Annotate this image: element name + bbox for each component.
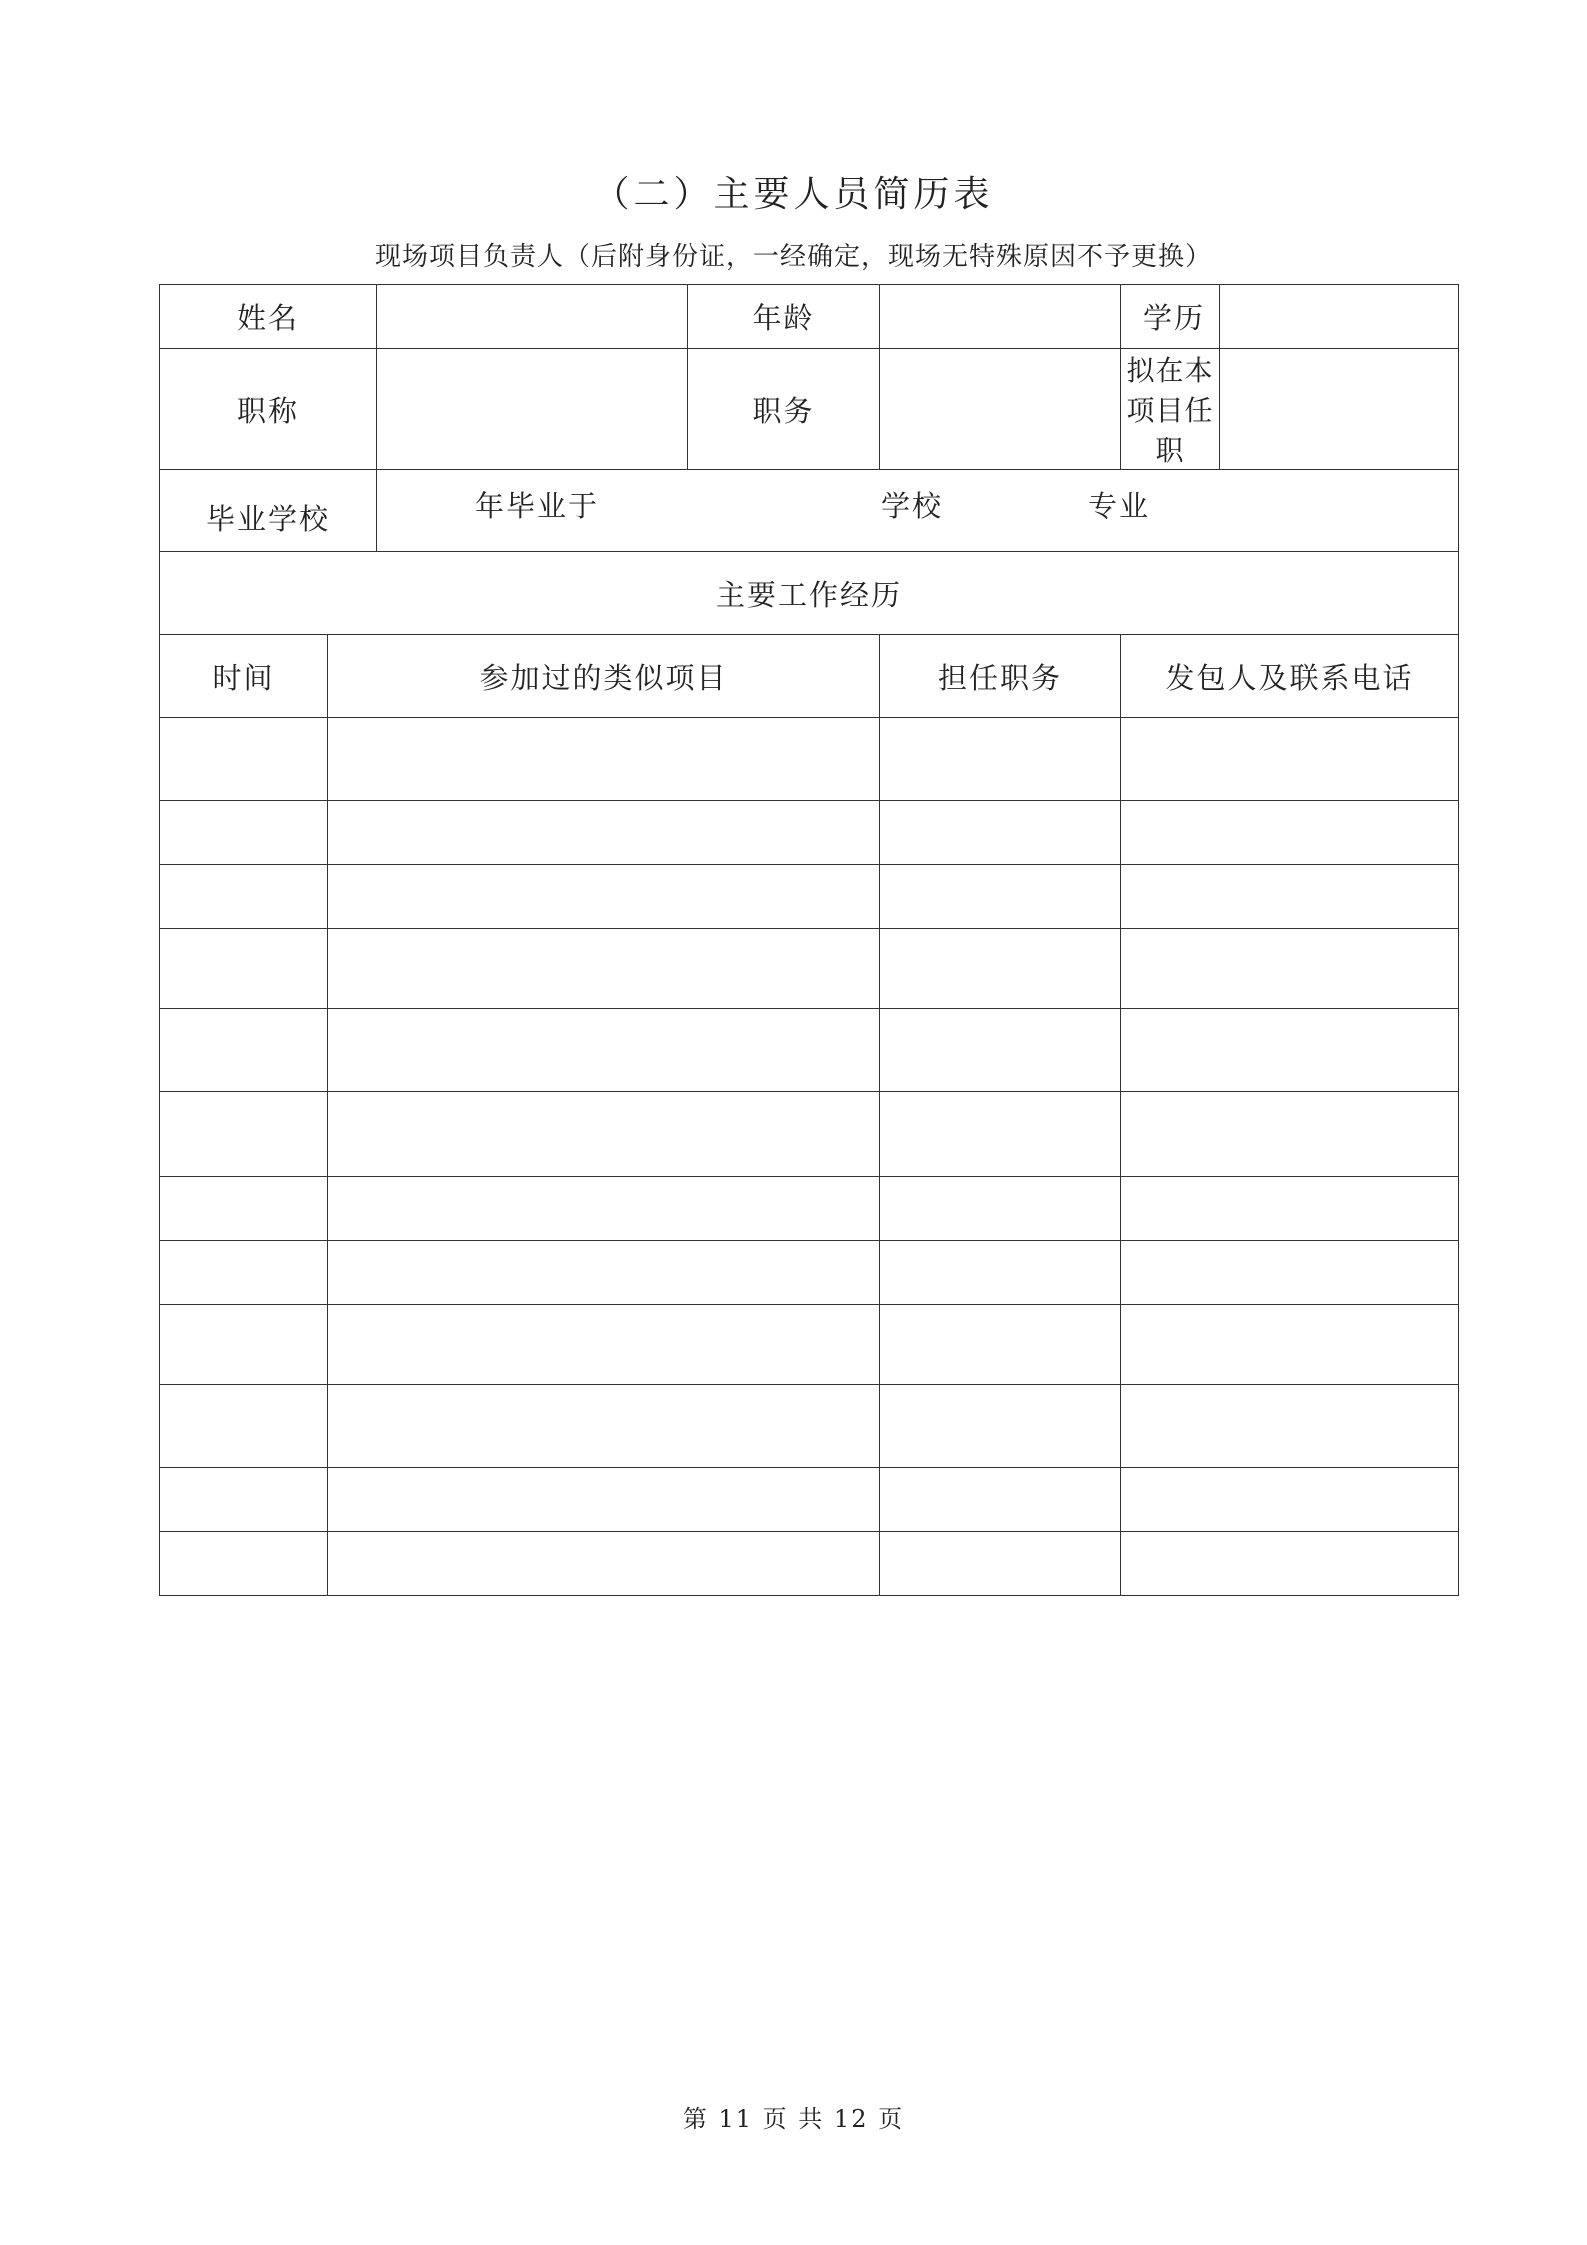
table-row xyxy=(160,1468,1459,1532)
document-title: （二）主要人员简历表 xyxy=(593,174,994,215)
role-cell[interactable] xyxy=(880,1468,1121,1532)
client-cell[interactable] xyxy=(1121,1305,1459,1385)
title-field[interactable] xyxy=(377,349,688,470)
table-row xyxy=(160,1241,1459,1305)
project-cell[interactable] xyxy=(328,1305,880,1385)
time-cell[interactable] xyxy=(160,718,328,801)
role-cell[interactable] xyxy=(880,1241,1121,1305)
col-header-client: 发包人及联系电话 xyxy=(1121,635,1459,718)
time-cell[interactable] xyxy=(160,1385,328,1468)
col-header-role: 担任职务 xyxy=(880,635,1121,718)
time-cell[interactable] xyxy=(160,1468,328,1532)
resume-table xyxy=(159,284,1459,1596)
table-row xyxy=(160,865,1459,929)
role-cell[interactable] xyxy=(880,1009,1121,1092)
education-label-a: 学 xyxy=(1143,301,1175,335)
role-cell[interactable] xyxy=(880,1385,1121,1468)
project-cell[interactable] xyxy=(328,1468,880,1532)
experience-heading-row xyxy=(160,552,1459,635)
project-cell[interactable] xyxy=(328,801,880,865)
table-row xyxy=(160,1177,1459,1241)
client-cell[interactable] xyxy=(1121,1468,1459,1532)
table-row xyxy=(160,1385,1459,1468)
school-label: 毕业学校 xyxy=(160,470,377,552)
time-cell[interactable] xyxy=(160,1177,328,1241)
time-cell[interactable] xyxy=(160,801,328,865)
client-cell[interactable] xyxy=(1121,1092,1459,1177)
info-row-1 xyxy=(160,285,1459,349)
time-cell[interactable] xyxy=(160,1241,328,1305)
education-label xyxy=(1121,285,1220,349)
client-cell[interactable] xyxy=(1121,1241,1459,1305)
page-number: 第 11 页 共 12 页 xyxy=(682,2105,905,2133)
time-cell[interactable] xyxy=(160,865,328,929)
project-cell[interactable] xyxy=(328,1532,880,1596)
time-cell[interactable] xyxy=(160,1305,328,1385)
project-cell[interactable] xyxy=(328,1241,880,1305)
proposed-role-label: 拟在本项目任职 xyxy=(1121,349,1220,470)
table-row xyxy=(160,1305,1459,1385)
client-cell[interactable] xyxy=(1121,801,1459,865)
proposed-role-field[interactable] xyxy=(1220,349,1459,470)
grad-major-text: 专业 xyxy=(1088,489,1151,523)
time-cell[interactable] xyxy=(160,1009,328,1092)
client-cell[interactable] xyxy=(1121,1532,1459,1596)
role-cell[interactable] xyxy=(880,865,1121,929)
role-cell[interactable] xyxy=(880,1092,1121,1177)
col-header-projects: 参加过的类似项目 xyxy=(328,635,880,718)
education-label-b: 历 xyxy=(1174,301,1206,335)
project-cell[interactable] xyxy=(328,1009,880,1092)
grad-school-text: 学校 xyxy=(881,489,944,523)
table-row xyxy=(160,1092,1459,1177)
position-label: 职务 xyxy=(688,349,880,470)
client-cell[interactable] xyxy=(1121,929,1459,1009)
age-label: 年龄 xyxy=(688,285,880,349)
client-cell[interactable] xyxy=(1121,1009,1459,1092)
table-row xyxy=(160,718,1459,801)
role-cell[interactable] xyxy=(880,1177,1121,1241)
project-cell[interactable] xyxy=(328,1385,880,1468)
grad-year-text: 年毕业于 xyxy=(475,489,600,523)
table-row xyxy=(160,1532,1459,1596)
document-subtitle: 现场项目负责人（后附身份证，一经确定，现场无特殊原因不予更换） xyxy=(374,242,1212,272)
role-cell[interactable] xyxy=(880,1532,1121,1596)
table-row xyxy=(160,801,1459,865)
school-row xyxy=(160,470,1459,552)
time-cell[interactable] xyxy=(160,1092,328,1177)
table-row xyxy=(160,929,1459,1009)
client-cell[interactable] xyxy=(1121,718,1459,801)
project-cell[interactable] xyxy=(328,1177,880,1241)
title-label: 职称 xyxy=(160,349,377,470)
role-cell[interactable] xyxy=(880,1305,1121,1385)
project-cell[interactable] xyxy=(328,718,880,801)
table-row xyxy=(160,1009,1459,1092)
client-cell[interactable] xyxy=(1121,1177,1459,1241)
time-cell[interactable] xyxy=(160,1532,328,1596)
name-label: 姓名 xyxy=(160,285,377,349)
info-row-2 xyxy=(160,349,1459,470)
role-cell[interactable] xyxy=(880,801,1121,865)
client-cell[interactable] xyxy=(1121,1385,1459,1468)
experience-heading: 主要工作经历 xyxy=(160,552,1459,635)
name-field[interactable] xyxy=(377,285,688,349)
role-cell[interactable] xyxy=(880,929,1121,1009)
client-cell[interactable] xyxy=(1121,865,1459,929)
project-cell[interactable] xyxy=(328,865,880,929)
graduation-field[interactable] xyxy=(377,470,1459,552)
project-cell[interactable] xyxy=(328,929,880,1009)
education-field[interactable] xyxy=(1220,285,1459,349)
experience-header-row xyxy=(160,635,1459,718)
role-cell[interactable] xyxy=(880,718,1121,801)
experience-rows xyxy=(160,718,1459,1596)
age-field[interactable] xyxy=(880,285,1121,349)
project-cell[interactable] xyxy=(328,1092,880,1177)
position-field[interactable] xyxy=(880,349,1121,470)
time-cell[interactable] xyxy=(160,929,328,1009)
col-header-time: 时间 xyxy=(160,635,328,718)
